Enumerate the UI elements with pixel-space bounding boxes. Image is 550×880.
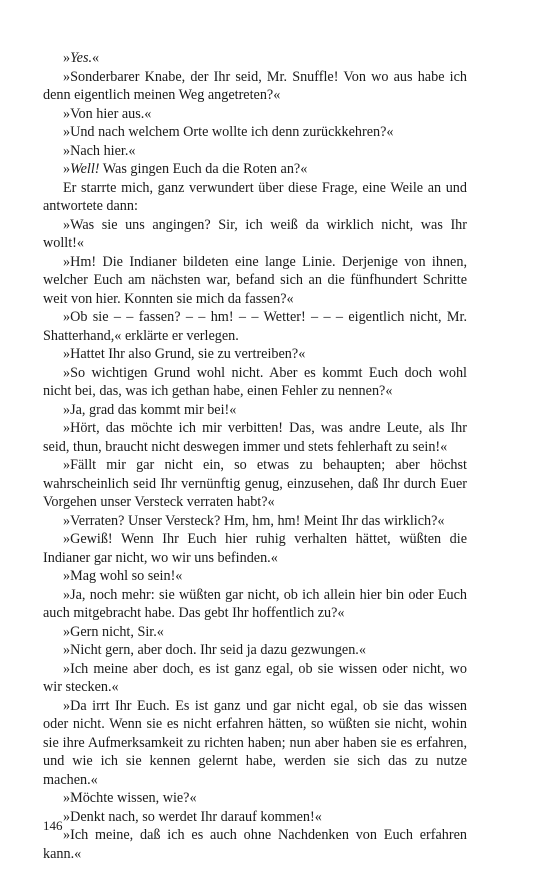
paragraph: »Nicht gern, aber doch. Ihr seid ja dazu gezwungen.«	[63, 642, 366, 658]
paragraph: »Gewiß! Wenn Ihr Euch hier ruhig verhalten hättet, wüßten die Indianer gar nicht, wo wir uns befinden.«	[43, 531, 467, 566]
paragraph: »Mag wohl so sein!«	[63, 568, 183, 584]
page-number: 146	[43, 818, 63, 833]
paragraph: »Hört, das möchte ich mir verbitten! Das, was andre Leute, als Ihr seid, thun, braucht nicht deswegen immer und stets fehlerhaft zu sein!«	[43, 420, 467, 455]
paragraph: Er starrte mich, ganz verwundert über diese Frage, eine Weile an und antwortete dann:	[43, 179, 467, 214]
paragraph: »Denkt nach, so werdet Ihr darauf kommen!«	[63, 808, 322, 825]
paragraph: »Da irrt Ihr Euch. Es ist ganz und gar nicht egal, ob sie das wissen oder nicht. Wenn sie es nicht erfahren hätten, so wüßten sie nicht, wohin sie ihre Aufmerksamkeit zu richten haben; nun aber haben sie es erfahren, und wie ich sie kennen gelernt habe, werden sie sich das zu nutze machen.«	[43, 697, 467, 788]
paragraph: »Verraten? Unser Versteck? Hm, hm, hm! Meint Ihr das wirklich?«	[63, 512, 445, 529]
paragraph: »Ob sie – – fassen? – – hm! – – Wetter! – – – eigentlich nicht, Mr. Shatterhand,« erklärte er verlegen.	[43, 309, 467, 344]
paragraph: »Well! Was gingen Euch da die Roten an?«	[63, 161, 308, 177]
paragraph: »Ja, noch mehr: sie wüßten gar nicht, ob ich allein hier bin oder Euch auch mitgebracht habe. Das gebt Ihr hoffentlich zu?«	[43, 586, 467, 621]
paragraph: »Was sie uns angingen? Sir, ich weiß da wirklich nicht, was Ihr wollt!«	[43, 216, 467, 251]
paragraph: »Yes.«	[63, 50, 100, 66]
paragraph: »Hm! Die Indianer bildeten eine lange Linie. Derjenige von ihnen, welcher Euch am nächsten war, befand sich an die fünfhundert Schritte weit von hier. Konnten sie mich da fassen?«	[43, 253, 467, 307]
paragraph: »Möchte wissen, wie?«	[63, 790, 197, 806]
paragraph: »Sonderbarer Knabe, der Ihr seid, Mr. Snuffle! Von wo aus habe ich denn eigentlich meinen Weg angetreten?«	[43, 68, 467, 103]
paragraph: »Und nach welchem Orte wollte ich denn zurückkehren?«	[63, 124, 394, 140]
paragraph: »So wichtigen Grund wohl nicht. Aber es kommt Euch doch wohl nicht bei, das, was ich gethan habe, einen Fehler zu nennen?«	[43, 364, 467, 399]
paragraph: »Nach hier.«	[63, 142, 136, 159]
paragraph: »Ich meine aber doch, es ist ganz egal, ob sie wissen oder nicht, wo wir stecken.«	[43, 660, 467, 695]
paragraph: »Hattet Ihr also Grund, sie zu vertreiben?«	[63, 346, 306, 362]
italic-word: Yes.	[70, 50, 93, 66]
paragraph: »Ja, grad das kommt mir bei!«	[63, 401, 237, 418]
italic-word: Well!	[70, 161, 100, 177]
paragraph: »Fällt mir gar nicht ein, so etwas zu behaupten; aber höchst wahrscheinlich seid Ihr vernünftig genug, einzusehen, daß Ihr durch Euer Vorgehen unser Versteck verraten habt?«	[43, 457, 467, 510]
paragraph: »Von hier aus.«	[63, 105, 152, 122]
book-page-text	[43, 49, 467, 863]
paragraph: »Gern nicht, Sir.«	[63, 623, 164, 640]
paragraph: »Ich meine, daß ich es auch ohne Nachdenken von Euch erfahren kann.«	[43, 827, 467, 862]
